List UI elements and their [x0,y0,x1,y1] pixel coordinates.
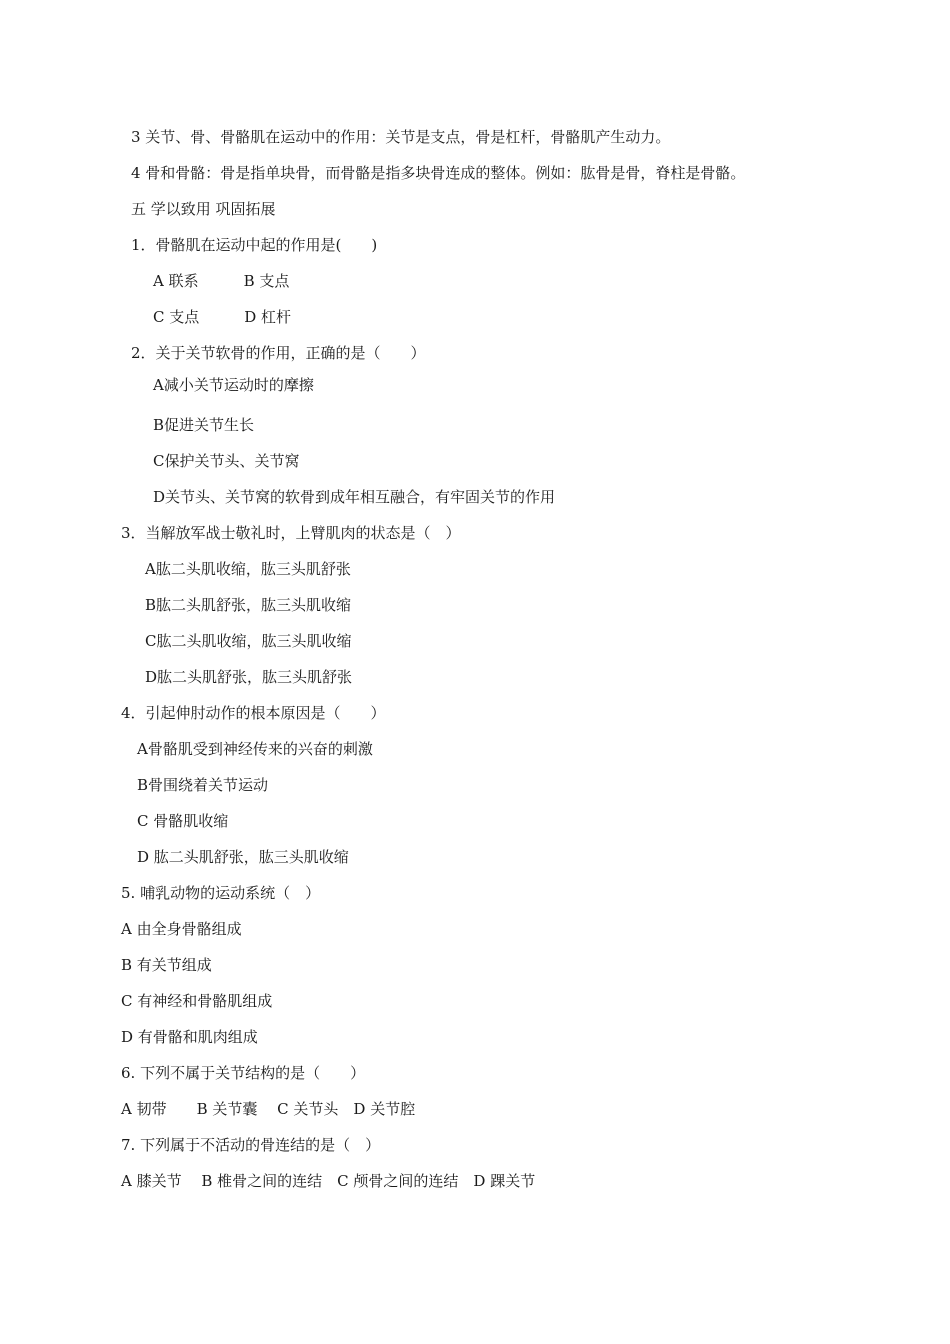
question-6-stem: 6. 下列不属于关节结构的是（ ） [121,1064,366,1082]
summary-point-4: 4 骨和骨骼：骨是指单块骨，而骨骼是指多块骨连成的整体。例如：肱骨是骨，脊柱是骨骼。 [131,164,746,182]
question-4-option: D 肱二头肌舒张，肱三头肌收缩 [137,848,349,866]
question-2-stem: 2．关于关节软骨的作用，正确的是（ ） [131,344,426,362]
question-1-option-row: C 支点 D 杠杆 [153,308,292,326]
question-2-option: B促进关节生长 [153,416,255,434]
question-1-option-row: A 联系 B 支点 [153,272,290,290]
question-3-stem: 3．当解放军战士敬礼时，上臂肌肉的状态是（ ） [121,524,461,542]
question-4-stem: 4．引起伸肘动作的根本原因是（ ） [121,704,386,722]
question-7-option-row: A 膝关节 B 椎骨之间的连结 C 颅骨之间的连结 D 踝关节 [121,1172,536,1190]
question-1-stem: 1．骨骼肌在运动中起的作用是( ) [131,236,378,254]
question-2-option: A减小关节运动时的摩擦 [153,376,314,394]
question-2-option: C保护关节头、关节窝 [153,452,300,470]
question-3-option: A肱二头肌收缩，肱三头肌舒张 [145,560,351,578]
question-6-option-row: A 韧带 B 关节囊 C 关节头 D 关节腔 [121,1100,416,1118]
question-5-option: B 有关节组成 [121,956,212,974]
question-7-stem: 7. 下列属于不活动的骨连结的是（ ） [121,1136,381,1154]
question-3-option: B肱二头肌舒张，肱三头肌收缩 [145,596,352,614]
question-2-option: D关节头、关节窝的软骨到成年相互融合，有牢固关节的作用 [153,488,556,506]
question-5-option: D 有骨骼和肌肉组成 [121,1028,258,1046]
section-heading: 五 学以致用 巩固拓展 [131,200,276,218]
question-3-option: C肱二头肌收缩，肱三头肌收缩 [145,632,352,650]
question-4-option: B骨围绕着关节运动 [137,776,269,794]
summary-point-3: 3 关节、骨、骨骼肌在运动中的作用：关节是支点，骨是杠杆，骨骼肌产生动力。 [131,128,671,146]
question-5-stem: 5. 哺乳动物的运动系统（ ） [121,884,321,902]
question-4-option: C 骨骼肌收缩 [137,812,229,830]
question-3-option: D肱二头肌舒张，肱三头肌舒张 [145,668,353,686]
question-4-option: A骨骼肌受到神经传来的兴奋的刺激 [137,740,373,758]
question-5-option: A 由全身骨骼组成 [121,920,242,938]
question-5-option: C 有神经和骨骼肌组成 [121,992,273,1010]
